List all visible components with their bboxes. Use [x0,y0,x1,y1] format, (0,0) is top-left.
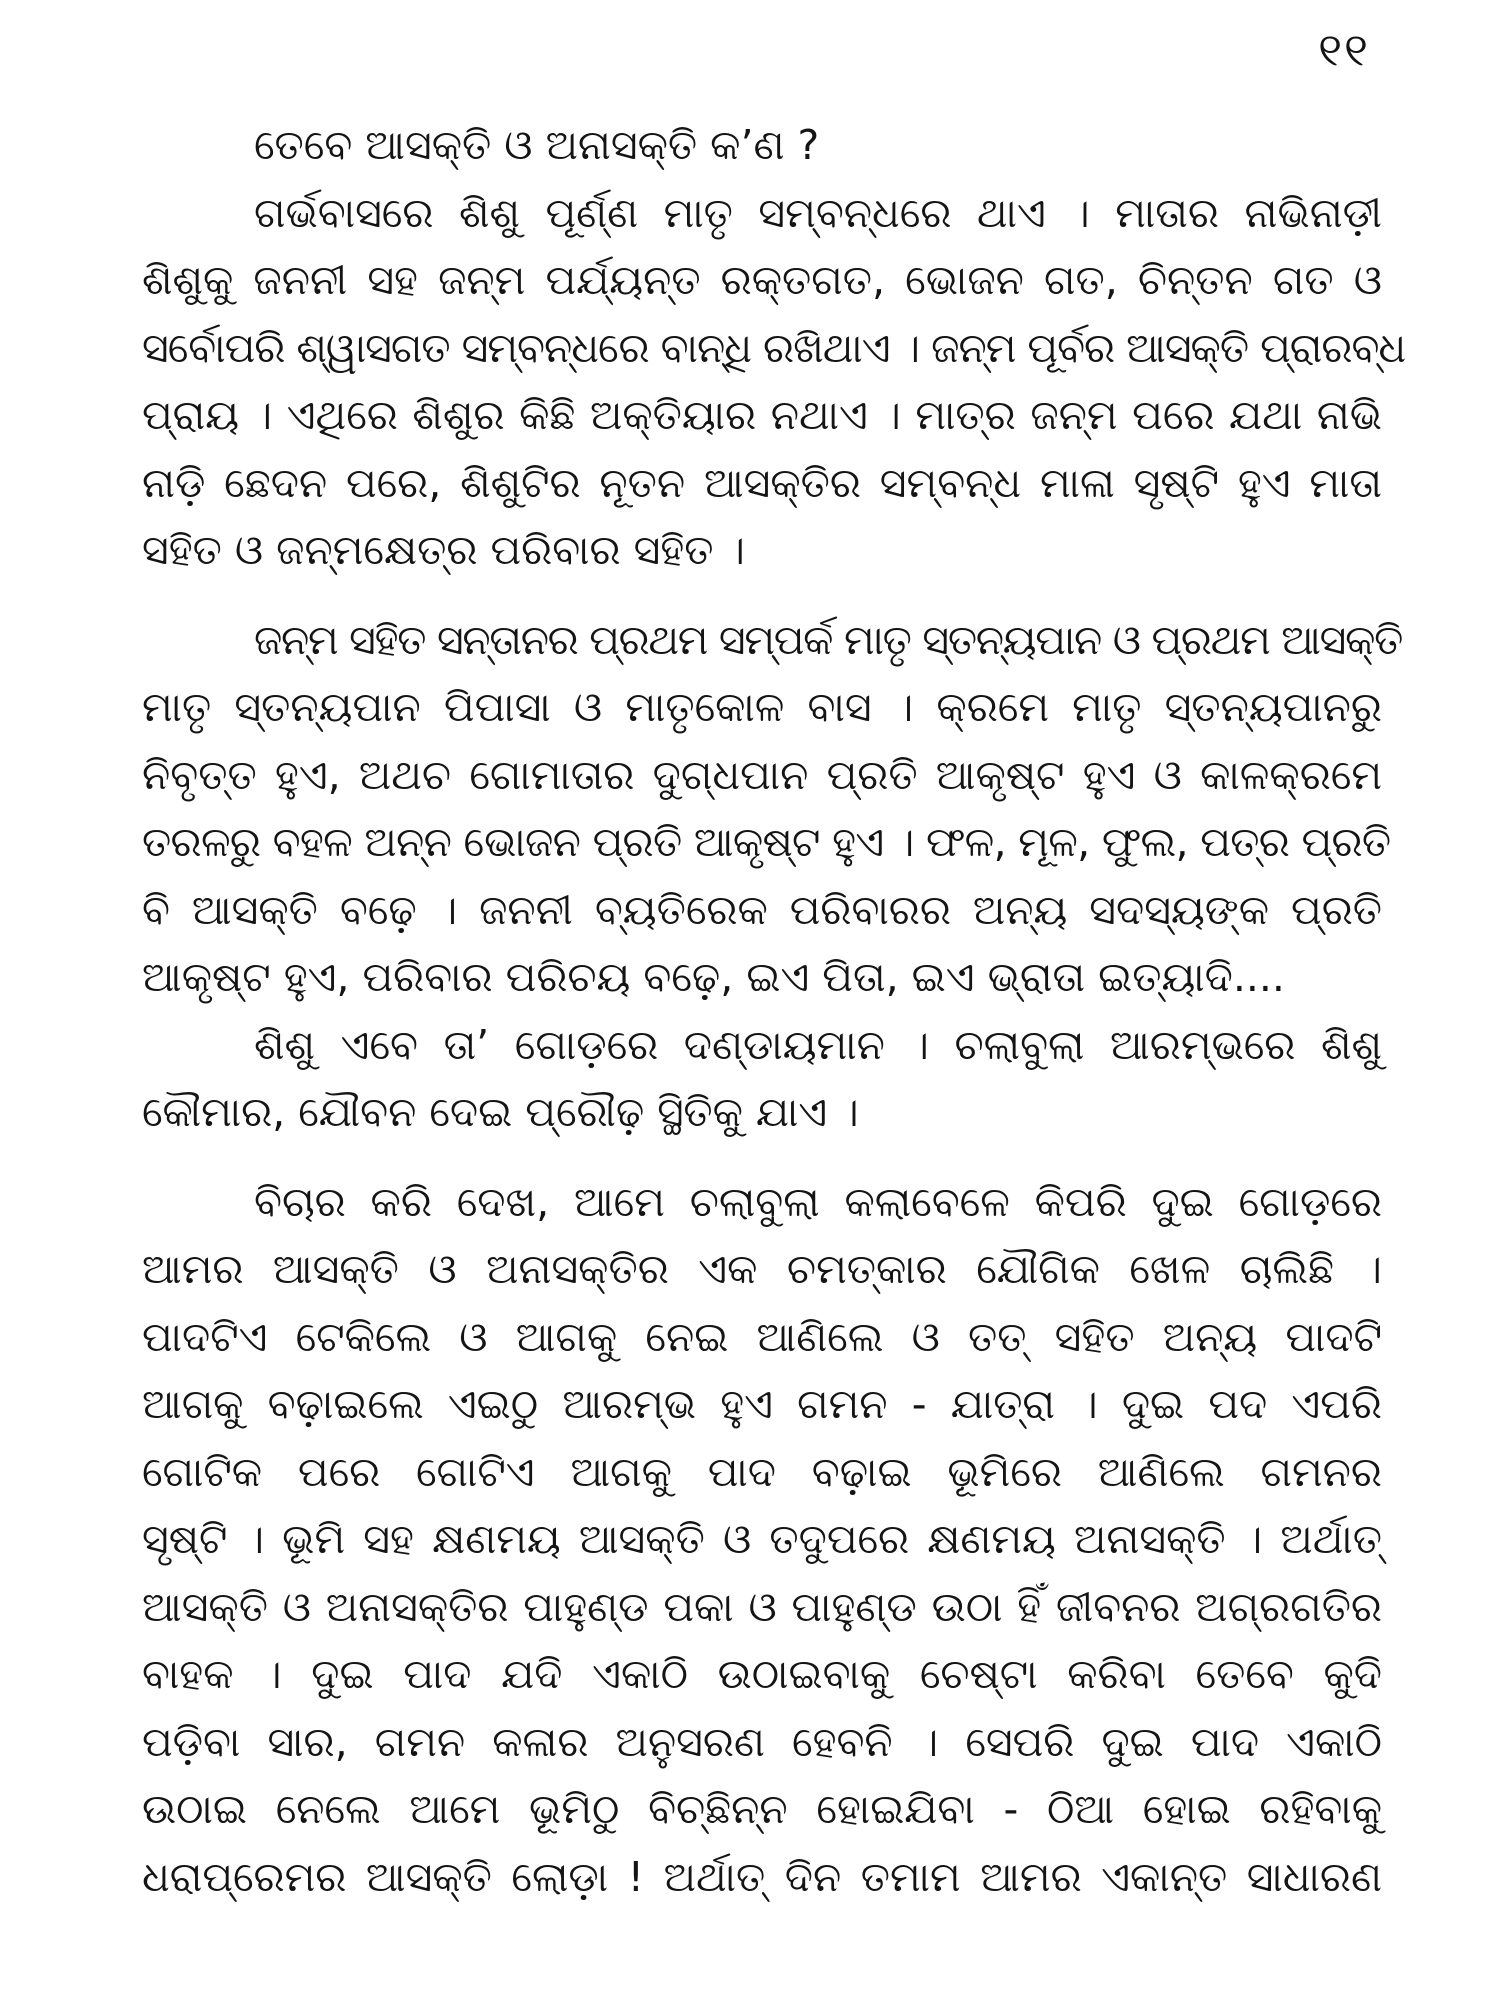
text-line: ନିବୃତ୍ତ ହୁଏ, ଅଥଚ ଗୋମାତାର ଦୁଗ୍ଧପାନ ପ୍ରତି ଆକୃଷ୍ଟ ହୁଏ ଓ କାଳକ୍ରମେ [142,750,1382,799]
text-line: ସୃଷ୍ଟି । ଭୂମି ସହ କ୍ଷଣମୟ ଆସକ୍ତି ଓ ତଦୁପରେ କ୍ଷଣମୟ ଅନାସକ୍ତି । ଅର୍ଥାତ୍ [142,1515,1382,1563]
paragraph [142,1169,1382,1912]
text-line: ଆକୃଷ୍ଟ ହୁଏ, ପରିବାର ପରିଚୟ ବଢ଼େ, ଇଏ ପିତା, ଇଏ ଭ୍ରାତା ଇତ୍ୟାଦି.... [142,953,1285,1001]
page-number: ୧୧ [1318,23,1370,77]
text-line: ଶିଶୁ ଏବେ ତା’ ଗୋଡ଼ରେ ଦଣ୍ଡାୟମାନ । ଚଲାବୁଲା ଆରମ୍ଭରେ ଶିଶୁ [254,1020,1382,1069]
paragraph [142,180,1406,585]
body-text [142,112,1406,1911]
text-line: ସର୍ବୋପରି ଶ୍ୱାସଗତ ସମ୍ବନ୍ଧରେ ବାନ୍ଧି ରଖିଥାଏ । ଜନ୍ମ ପୂର୍ବର ଆସକ୍ତି ପ୍ରାରବ୍ଧ [142,323,1406,372]
text-line: ବି ଆସକ୍ତି ବଢ଼େ । ଜନନୀ ବ୍ୟତିରେକ ପରିବାରର ଅନ୍ୟ ସଦସ୍ୟଙ୍କ ପ୍ରତି [142,885,1382,934]
paragraph [142,112,1382,180]
text-line: ତରଳରୁ ବହଳ ଅନ୍ନ ଭୋଜନ ପ୍ରତି ଆକୃଷ୍ଟ ହୁଏ । ଫଳ, ମୂଳ, ଫୁଲ, ପତ୍ର ପ୍ରତି [142,818,1391,866]
text-line: ଉଠାଇ ନେଲେ ଆମେ ଭୂମିଠୁ ବିଚ୍ଛିନ୍ନ ହୋଇଯିବା - ଠିଆ ହୋଇ ରହିବାକୁ [142,1785,1382,1833]
text-line: ବିଚାର କରି ଦେଖ, ଆମେ ଚଲାବୁଲା କଲାବେଳେ କିପରି ଦୁଇ ଗୋଡ଼ରେ [254,1177,1382,1226]
text-line: ପାଦଟିଏ ଟେକିଲେ ଓ ଆଗକୁ ନେଇ ଆଣିଲେ ଓ ତତ୍ ସହିତ ଅନ୍ୟ ପାଦଟି [142,1312,1382,1361]
text-line: ଜନ୍ମ ସହିତ ସନ୍ତାନର ପ୍ରଥମ ସମ୍ପର୍କ ମାତୃ ସ୍ତନ୍ୟପାନ ଓ ପ୍ରଥମ ଆସକ୍ତି [254,615,1403,664]
text-line: ଧରାପ୍ରେମର ଆସକ୍ତି ଲୋଡ଼ା ! ଅର୍ଥାତ୍ ଦିନ ତମାମ ଆମର ଏକାନ୍ତ ସାଧାରଣ [142,1852,1382,1901]
text-line: ଗୋଟିକ ପରେ ଗୋଟିଏ ଆଗକୁ ପାଦ ବଢ଼ାଇ ଭୂମିରେ ଆଣିଲେ ଗମନର [142,1447,1382,1496]
paragraph [142,1012,1382,1147]
paragraph [142,607,1403,1012]
text-line: ଆସକ୍ତି ଓ ଅନାସକ୍ତିର ପାହୁଣ୍ଡ ପକା ଓ ପାହୁଣ୍ଡ ଉଠା ହିଁ ଜୀବନର ଅଗ୍ରଗତିର [142,1582,1382,1631]
text-line: ଆଗକୁ ବଢ଼ାଇଲେ ଏଇଠୁ ଆରମ୍ଭ ହୁଏ ଗମନ - ଯାତ୍ରା । ଦୁଇ ପଦ ଏପରି [142,1380,1382,1428]
text-line: ନାଡ଼ି ଛେଦନ ପରେ, ଶିଶୁଟିର ନୂତନ ଆସକ୍ତିର ସମ୍ବନ୍ଧ ମାଳା ସୃଷ୍ଟି ହୁଏ ମାତା [142,458,1382,507]
text-line: ପଡ଼ିବା ସାର, ଗମନ କଳାର ଅନୁସରଣ ହେବନି । ସେପରି ଦୁଇ ପାଦ ଏକାଠି [142,1717,1382,1766]
text-line: ଆମର ଆସକ୍ତି ଓ ଅନାସକ୍ତିର ଏକ ଚମତ୍କାର ଯୌଗିକ ଖେଳ ଚାଲିଛି । [142,1245,1382,1293]
text-line: କୌମାର, ଯୌବନ ଦେଇ ପ୍ରୌଢ଼ ସ୍ଥିତିକୁ ଯାଏ । [142,1088,859,1136]
text-line: ତେବେ ଆସକ୍ତି ଓ ଅନାସକ୍ତି କ’ଣ ? [254,121,820,169]
text-line: ବାହକ । ଦୁଇ ପାଦ ଯଦି ଏକାଠି ଉଠାଇବାକୁ ଚେଷ୍ଟା କରିବା ତେବେ କୁଦି [142,1650,1382,1698]
text-line: ମାତୃ ସ୍ତନ୍ୟପାନ ପିପାସା ଓ ମାତୃକୋଳ ବାସ । କ୍ରମେ ମାତୃ ସ୍ତନ୍ୟପାନରୁ [142,683,1382,731]
text-line: ଗର୍ଭବାସରେ ଶିଶୁ ପୂର୍ଣ୍ଣ ମାତୃ ସମ୍ବନ୍ଧରେ ଥାଏ । ମାତାର ନାଭିନାଡ଼ୀ [254,188,1382,237]
text-line: ପ୍ରାୟ । ଏଥିରେ ଶିଶୁର କିଛି ଅକ୍ତିୟାର ନଥାଏ । ମାତ୍ର ଜନ୍ମ ପରେ ଯଥା ନାଭି [142,391,1382,439]
text-line: ଶିଶୁକୁ ଜନନୀ ସହ ଜନ୍ମ ପର୍ଯ୍ୟନ୍ତ ରକ୍ତଗତ, ଭୋଜନ ଗତ, ଚିନ୍ତନ ଗତ ଓ [142,256,1382,304]
text-line: ସହିତ ଓ ଜନ୍ମକ୍ଷେତ୍ର ପରିବାର ସହିତ । [142,526,745,574]
